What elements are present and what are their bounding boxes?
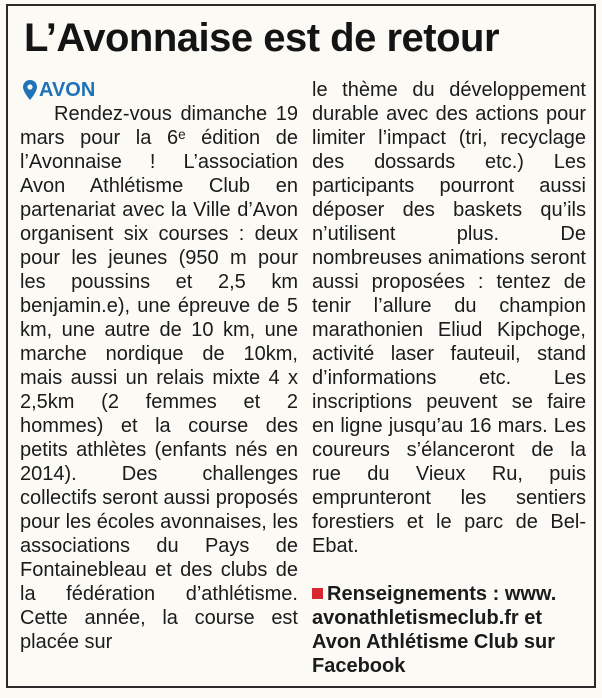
newspaper-article xyxy=(6,4,596,688)
article-column-right xyxy=(312,78,586,678)
article-location-label: AVON xyxy=(39,79,96,101)
article-body-part-2: le thème du développement durable avec des actions pour limiter l’impact (tri, recyclage des dossards etc.) Les participants pourront aussi déposer des baskets qu’ils n’utilisent plus. De nombreuses animations seront aussi proposées : tentez de tenir l’allure du champion marathonien Eliud Kipchoge, activité laser fauteuil, stand d’informations etc. Les inscriptions peuvent se faire en ligne jusqu’au 16 mars. Les coureurs s’élanceront de la rue du Vieux Ru, puis emprunteront les sentiers forestiers et le parc de Bel-Ebat. xyxy=(312,79,586,557)
article-column-left xyxy=(20,78,298,654)
article-headline: L’Avonnaise est de retour xyxy=(24,16,500,60)
info-text: Renseignements : www. avonathletismeclub.fr et Avon Athlétisme Club sur Facebook xyxy=(312,583,557,677)
article-location xyxy=(20,78,298,102)
article-body-part-1: Rendez-vous dimanche 19 mars pour la 6ᵉ édition de l’Avonnaise ! L’association Avon Athlétisme Club en partenariat avec la Ville d’Avon organisent six courses : deux pour les jeunes (950 m pour les poussins et 2,5 km benjamin.e), une épreuve de 5 km, une autre de 10 km, une marche nordique de 10km, mais aussi un relais mixte 4 x 2,5km (2 femmes et 2 hommes) et la course des petits athlètes (enfants nés en 2014). Des challenges collectifs seront aussi proposés pour les écoles avonnaises, les associations du Pays de Fontainebleau et des clubs de la fédération d’athlétisme. Cette année, la course est placée sur xyxy=(20,103,298,653)
info-block xyxy=(312,582,586,678)
red-square-marker xyxy=(312,588,323,599)
location-pin-icon xyxy=(23,80,37,100)
